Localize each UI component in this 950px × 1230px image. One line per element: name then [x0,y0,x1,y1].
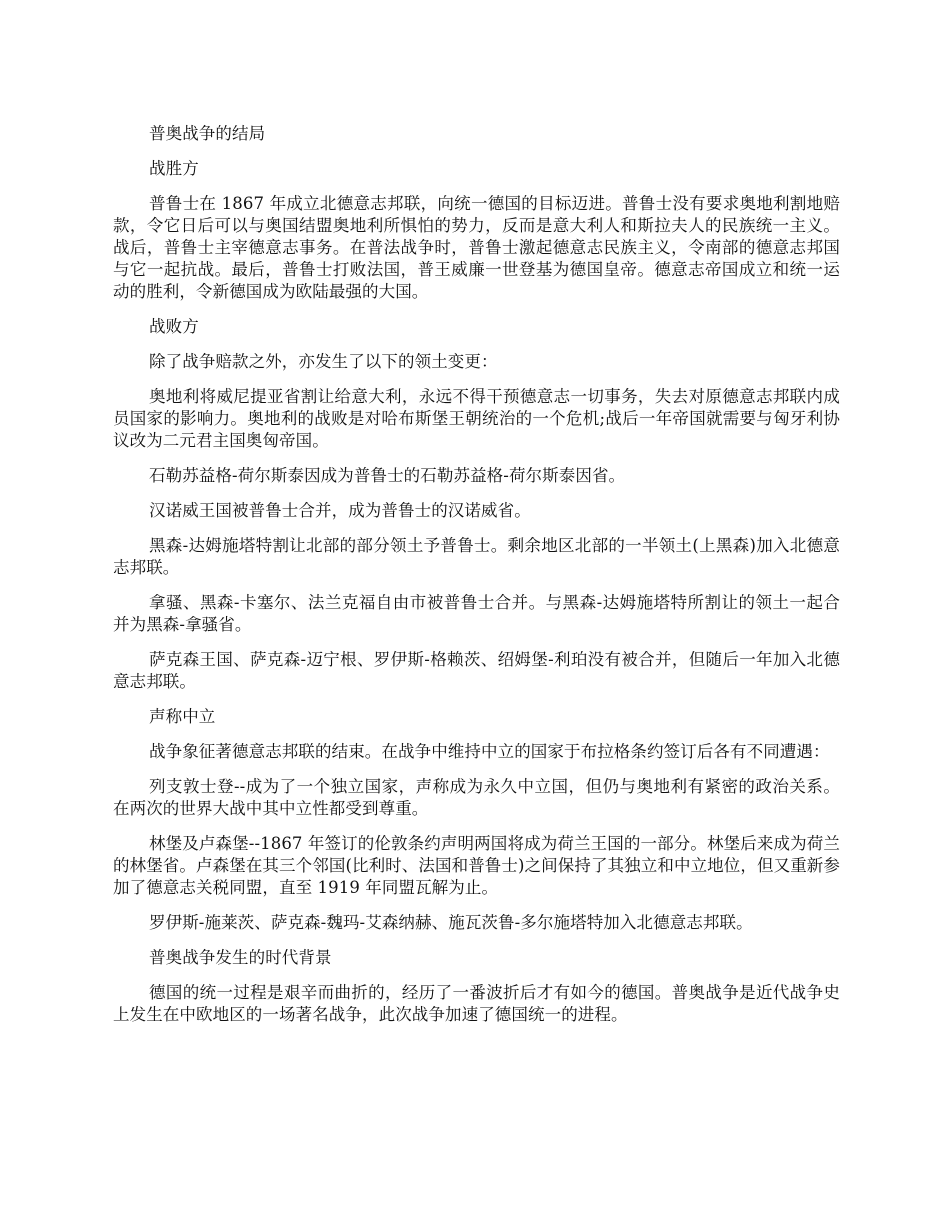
paragraph: 德国的统一过程是艰辛而曲折的，经历了一番波折后才有如今的德国。普奥战争是近代战争史上发生在中欧地区的一场著名战争，此次战争加速了德国统一的进程。 [113,983,840,1024]
paragraph: 汉诺威王国被普鲁士合并，成为普鲁士的汉诺威省。 [149,501,531,520]
paragraph: 除了战争赔款之外，亦发生了以下的领土变更： [149,352,498,371]
paragraph: 拿骚、黑森-卡塞尔、法兰克福自由市被普鲁士合并。与黑森-达姆施塔特所割让的领土一起合并为黑森-拿骚省。 [113,593,840,634]
paragraph: 奥地利将威尼提亚省割让给意大利，永远不得干预德意志一切事务，失去对原德意志邦联内成员国家的影响力。奥地利的战败是对哈布斯堡王朝统治的一个危机;战后一年帝国就需要与匈牙利协议改为二元君主国奥匈帝国。 [113,387,840,450]
paragraph: 林堡及卢森堡--1867 年签订的伦敦条约声明两国将成为荷兰王国的一部分。林堡后来成为荷兰的林堡省。卢森堡在其三个邻国(比利时、法国和普鲁士)之间保持了其独立和中立地位，但又重新参加了德意志关税同盟，直至 1919 年同盟瓦解为止。 [113,834,840,897]
paragraph: 战争象征著德意志邦联的结束。在战争中维持中立的国家于布拉格条约签订后各有不同遭遇： [149,742,830,761]
subsection-heading: 声称中立 [149,707,216,726]
paragraph: 黑森-达姆施塔特割让北部的部分领土予普鲁士。剩余地区北部的一半领土(上黑森)加入北德意志邦联。 [113,536,840,577]
paragraph: 萨克森王国、萨克森-迈宁根、罗伊斯-格赖茨、绍姆堡-利珀没有被合并，但随后一年加入北德意志邦联。 [113,650,840,691]
section-heading: 普奥战争发生的时代背景 [149,948,332,967]
paragraph: 罗伊斯-施莱茨、萨克森-魏玛-艾森纳赫、施瓦茨鲁-多尔施塔特加入北德意志邦联。 [149,913,753,932]
section-heading: 普奥战争的结局 [149,124,266,143]
paragraph: 列支敦士登--成为了一个独立国家，声称成为永久中立国，但仍与奥地利有紧密的政治关系。在两次的世界大战中其中立性都受到尊重。 [113,777,840,818]
paragraph: 石勒苏益格-荷尔斯泰因成为普鲁士的石勒苏益格-荷尔斯泰因省。 [149,466,626,485]
subsection-heading: 战败方 [149,317,199,336]
subsection-heading: 战胜方 [149,159,199,178]
paragraph: 普鲁士在 1867 年成立北德意志邦联，向统一德国的目标迈进。普鲁士没有要求奥地利割地赔款，令它日后可以与奥国结盟奥地利所惧怕的势力，反而是意大利人和斯拉夫人的民族统一主义。战后，普鲁士主宰德意志事务。在普法战争时，普鲁士激起德意志民族主义，令南部的德意志邦国与它一起抗战。最后，普鲁士打败法国，普王威廉一世登基为德国皇帝。德意志帝国成立和统一运动的胜利，令新德国成为欧陆最强的大国。 [113,194,840,301]
document-body [113,123,840,1039]
